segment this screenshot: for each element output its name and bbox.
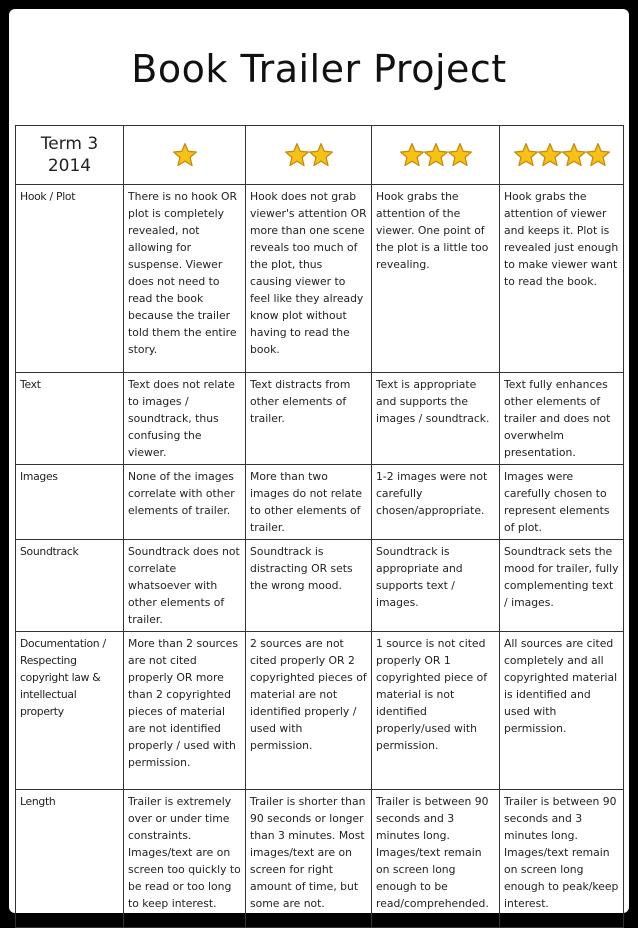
table-row	[16, 790, 624, 928]
rubric-cell: More than two images do not relate to other elements of trailer.	[246, 465, 372, 540]
rubric-header-row	[16, 126, 624, 185]
table-row	[16, 540, 624, 632]
rubric-cell: Trailer is between 90 seconds and 3 minutes long. Images/text remain on screen long enough to peak/keep interest.	[500, 790, 624, 928]
rubric-table	[15, 125, 624, 928]
rubric-cell: Soundtrack is appropriate and supports text / images.	[372, 540, 500, 632]
star-rating	[173, 148, 197, 161]
table-row	[16, 465, 624, 540]
star-icon	[585, 142, 611, 168]
star-rating	[514, 148, 610, 161]
star-icon	[423, 142, 449, 168]
page-title: Book Trailer Project	[131, 47, 507, 91]
table-row	[16, 632, 624, 790]
rubric-cell: Trailer is extremely over or under time constraints. Images/text are on screen too quickly to be read or too long to keep interest.	[124, 790, 246, 928]
term-heading	[16, 126, 124, 185]
rubric-page	[9, 9, 629, 913]
rubric-cell: 1 source is not cited properly OR 1 copyrighted piece of material is not identified properly/used with permission.	[372, 632, 500, 790]
criterion-label: Images	[16, 465, 124, 540]
star-icon	[308, 142, 334, 168]
level-3-heading	[372, 126, 500, 185]
rubric-cell: Text fully enhances other elements of trailer and does not overwhelm presentation.	[500, 373, 624, 465]
star-icon	[284, 142, 310, 168]
criterion-label: Hook / Plot	[16, 185, 124, 373]
rubric-cell: Text is appropriate and supports the images / soundtrack.	[372, 373, 500, 465]
star-rating	[285, 148, 333, 161]
table-row	[16, 373, 624, 465]
rubric-cell: Images were carefully chosen to represent elements of plot.	[500, 465, 624, 540]
star-rating	[400, 148, 472, 161]
rubric-cell: Hook grabs the attention of viewer and keeps it. Plot is revealed just enough to make viewer want to read the book.	[500, 185, 624, 373]
rubric-cell: Soundtrack is distracting OR sets the wrong mood.	[246, 540, 372, 632]
term-label: Term 3	[40, 134, 99, 154]
rubric-cell: Hook does not grab viewer's attention OR more than one scene reveals too much of the plot, thus causing viewer to feel like they already know plot without having to read the book.	[246, 185, 372, 373]
rubric-cell: 2 sources are not cited properly OR 2 copyrighted pieces of material are not identified properly / used with permission.	[246, 632, 372, 790]
rubric-cell: Hook grabs the attention of the viewer. One point of the plot is a little too revealing.	[372, 185, 500, 373]
star-icon	[447, 142, 473, 168]
rubric-cell: None of the images correlate with other elements of trailer.	[124, 465, 246, 540]
rubric-cell: Text does not relate to images / soundtrack, thus confusing the viewer.	[124, 373, 246, 465]
level-2-heading	[246, 126, 372, 185]
table-row	[16, 185, 624, 373]
star-icon	[561, 142, 587, 168]
rubric-cell: More than 2 sources are not cited properly OR more than 2 copyrighted pieces of material are not identified properly / used with permission.	[124, 632, 246, 790]
criterion-label: Length	[16, 790, 124, 928]
criterion-label: Text	[16, 373, 124, 465]
rubric-cell: Soundtrack sets the mood for trailer, fully complementing text / images.	[500, 540, 624, 632]
rubric-cell: All sources are cited completely and all copyrighted material is identified and used with permission.	[500, 632, 624, 790]
level-1-heading	[124, 126, 246, 185]
level-4-heading	[500, 126, 624, 185]
rubric-cell: Text distracts from other elements of trailer.	[246, 373, 372, 465]
rubric-cell: Soundtrack does not correlate whatsoever with other elements of trailer.	[124, 540, 246, 632]
star-icon	[399, 142, 425, 168]
rubric-cell: There is no hook OR plot is completely revealed, not allowing for suspense. Viewer does not need to read the book because the trailer told them the entire story.	[124, 185, 246, 373]
rubric-cell: Trailer is between 90 seconds and 3 minutes long. Images/text remain on screen long enough to be read/comprehended.	[372, 790, 500, 928]
criterion-label: Documentation / Respecting copyright law & intellectual property	[16, 632, 124, 790]
star-icon	[172, 142, 198, 168]
rubric-cell: Trailer is shorter than 90 seconds or longer than 3 minutes. Most images/text are on screen for right amount of time, but some are not.	[246, 790, 372, 928]
star-icon	[537, 142, 563, 168]
term-year: 2014	[47, 156, 92, 176]
criterion-label: Soundtrack	[16, 540, 124, 632]
rubric-cell: 1-2 images were not carefully chosen/appropriate.	[372, 465, 500, 540]
star-icon	[513, 142, 539, 168]
